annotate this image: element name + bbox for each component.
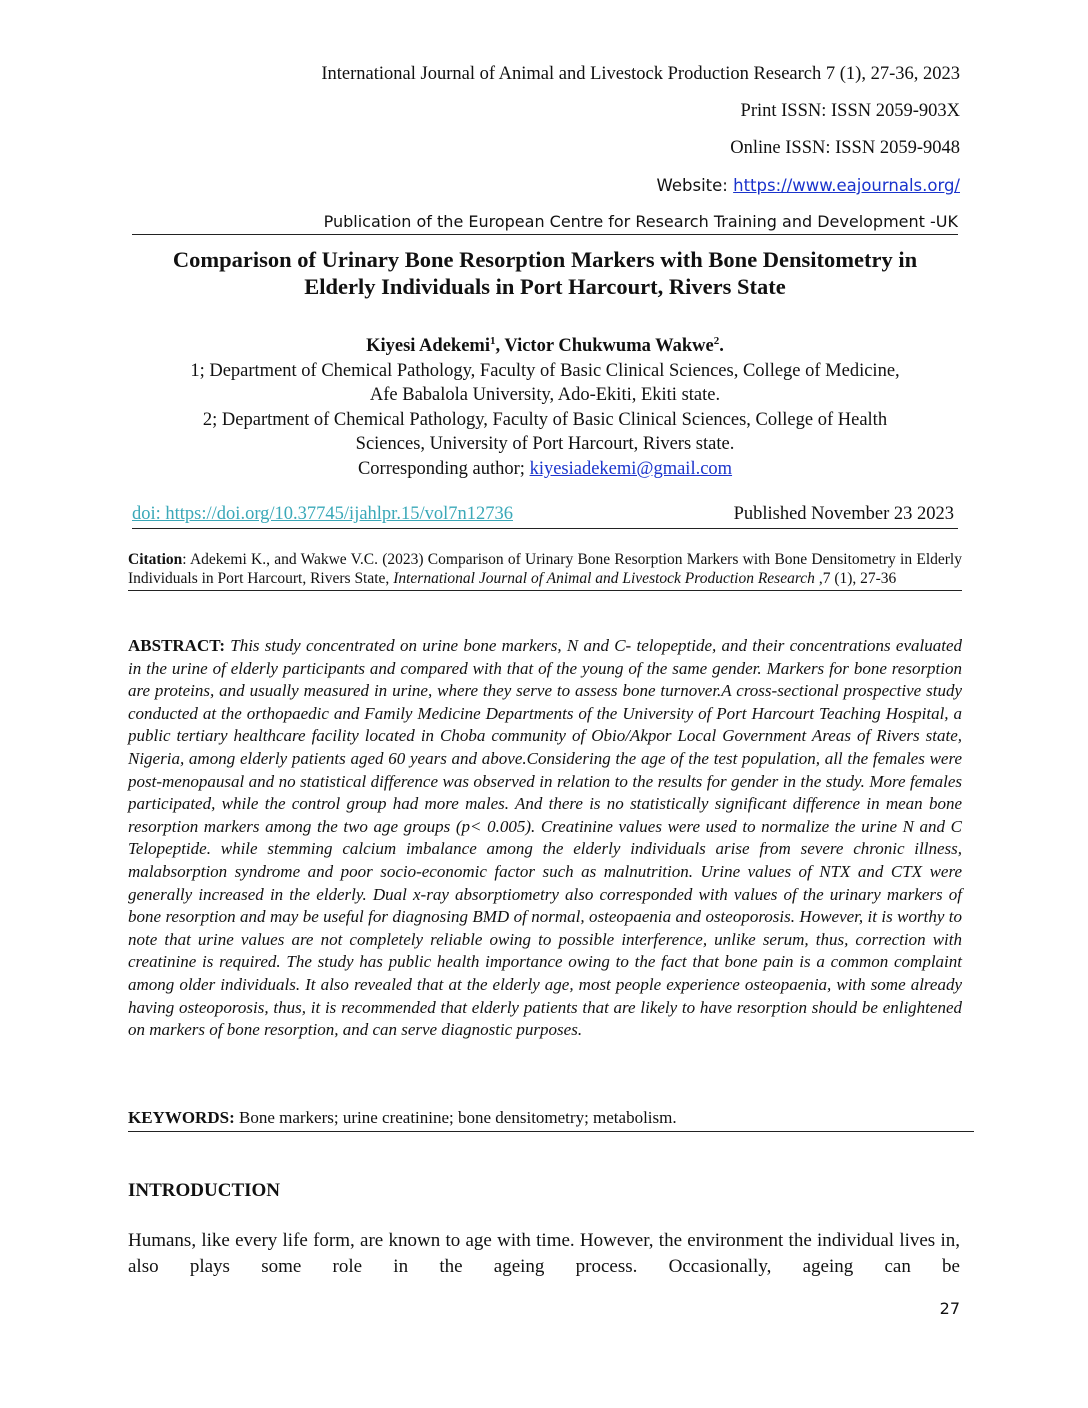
keywords-block — [128, 1107, 974, 1132]
affiliation-2-line-1: 2; Department of Chemical Pathology, Faculty of Basic Clinical Sciences, College of Health — [202, 409, 888, 430]
author-separator: , — [495, 336, 505, 357]
author-1: Kiyesi Adekemi — [366, 336, 490, 357]
website-label: Website: — [656, 176, 728, 195]
abstract-label: ABSTRACT: — [128, 636, 225, 655]
affiliation-1-line-2: Afe Babalola University, Ado-Ekiti, Ekiti state. — [369, 385, 721, 406]
keywords-label: KEYWORDS: — [128, 1108, 235, 1127]
author-block — [110, 329, 980, 481]
title-line-2: Elderly Individuals in Port Harcourt, Rivers State — [304, 274, 786, 299]
journal-citation-line: International Journal of Animal and Livestock Production Research 7 (1), 27-36, 2023 — [321, 64, 960, 84]
abstract-text: This study concentrated on urine bone markers, N and C- telopeptide, and their concentrations evaluated in the urine of elderly participants and compared with that of the young of the same gender. Markers for bone resorption are proteins, and usually measured in urine, where they serve to assess bone turnover.A cross-sectional prospective study conducted at the orthopaedic and Family Medicine Departments of the University of Port Harcourt Teaching Hospital, a public tertiary healthcare facility located in Choba community of Obio/Akpor Local Government Areas of Rivers state, Nigeria, among elderly patients aged 60 years and above.Considering the age of the test population, all the females were post-menopausal and no statistical difference was observed in relation to the results for gender in the study. More females participated, while the control group had more males. And there is no statistically significant difference in mean bone resorption markers among the two age groups (p< 0.005). Creatinine values were used to normalize the urine N and C Telopeptide. while stemming calcium imbalance among the elderly individuals arise from severe chronic illness, malabsorption syndrome and poor socio-economic factor such as malnutrition. Urine values of NTX and CTX were generally increased in the elderly. Dual x-ray absorptiometry also corresponded with values of the urinary markers of bone resorption and may be useful for diagnosing BMD of normal, osteopaenia and osteoporosis. However, it is worthy to note that urine values are not completely reliable owing to possible interference, unlike serum, thus, correction with creatinine is required. The study has public health importance owing to the fact that bone pain is a common complaint among older individuals. It also revealed that at the elderly age, most people experience osteopaenia, with some already having osteoporosis, thus, it is recommended that elderly patients that are likely to have resorption should be enlightened on markers of bone resorption, and can serve diagnostic purposes. — [128, 636, 962, 1040]
author-2-affil-mark: 2 — [713, 335, 720, 347]
author-2: Victor Chukwuma Wakwe — [504, 336, 714, 357]
published-date: Published November 23 2023 — [733, 504, 954, 524]
citation-block — [128, 550, 962, 591]
citation-label: Citation — [128, 551, 183, 568]
keywords-text: Bone markers; urine creatinine; bone densitometry; metabolism. — [234, 1108, 677, 1127]
website-line — [657, 176, 960, 195]
citation-journal: International Journal of Animal and Livestock Production Research — [393, 570, 815, 587]
corresponding-label: Corresponding author; — [357, 458, 530, 479]
page-number: 27 — [939, 1299, 960, 1318]
introduction-paragraph: Humans, like every life form, are known to age with time. However, the environment the individual lives in, also plays some role in the ageing process. Occasionally, ageing can be — [128, 1230, 960, 1277]
author-end: . — [719, 336, 724, 357]
website-link[interactable]: https://www.eajournals.org/ — [733, 176, 960, 195]
corresponding-email-link[interactable]: kiyesiadekemi@gmail.com — [529, 458, 733, 479]
publisher-line — [132, 210, 958, 235]
corresponding-author — [110, 457, 980, 482]
paper-title — [110, 246, 980, 300]
doi-row — [132, 504, 958, 529]
title-line-1: Comparison of Urinary Bone Resorption Markers with Bone Densitometry in — [172, 247, 918, 272]
citation-volume: ,7 (1), 27-36 — [814, 570, 897, 587]
affiliation-2-line-2: Sciences, University of Port Harcourt, Rivers state. — [355, 434, 735, 455]
introduction-heading: INTRODUCTION — [128, 1180, 281, 1201]
doi-link[interactable]: doi: https://doi.org/10.37745/ijahlpr.15/vol7n12736 — [132, 504, 513, 524]
online-issn: Online ISSN: ISSN 2059-9048 — [730, 138, 960, 158]
publisher-text: Publication of the European Centre for Research Training and Development -UK — [323, 212, 958, 231]
abstract-block — [128, 635, 962, 1042]
author-names — [110, 329, 980, 359]
citation-text: : Adekemi K., and Wakwe V.C. (2023) Comparison of Urinary Bone Resorption Markers with Bone Densitometry in Elderly Individuals in Port Harcourt, Rivers State, — [128, 551, 962, 587]
print-issn: Print ISSN: ISSN 2059-903X — [740, 101, 960, 121]
affiliation-1-line-1: 1; Department of Chemical Pathology, Faculty of Basic Clinical Sciences, College of Medicine, — [190, 360, 900, 381]
author-1-affil-mark: 1 — [489, 335, 496, 347]
